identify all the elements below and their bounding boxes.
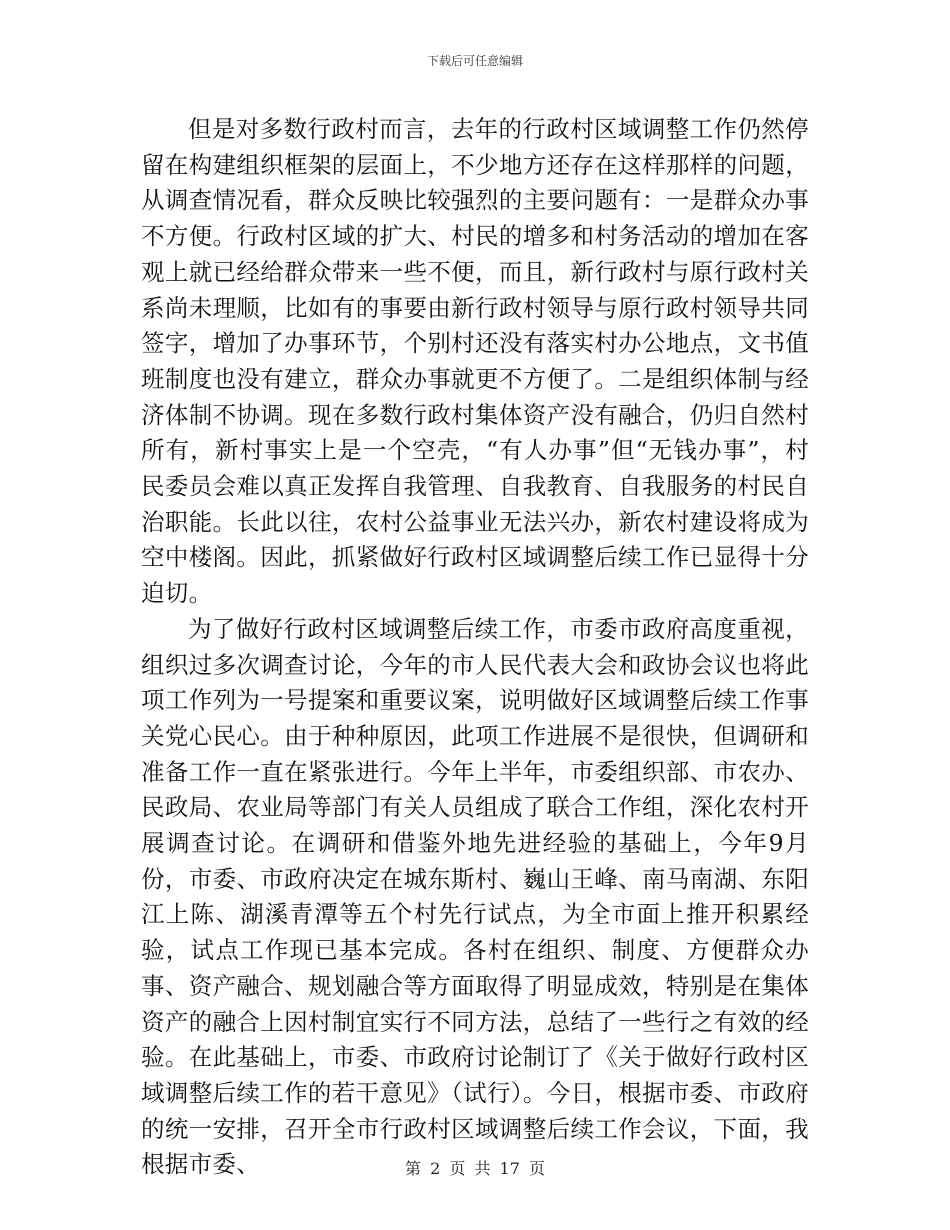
- paragraph: 但是对多数行政村而言，去年的行政村区域调整工作仍然停留在构建组织框架的层面上，不少地方还存在这样那样的问题，从调查情况看，群众反映比较强烈的主要问题有：一是群众办事不方便。行政村区域的扩大、村民的增多和村务活动的增加在客观上就已经给群众带来一些不便，而且，新行政村与原行政村关系尚未理顺，比如有的事要由新行政村领导与原行政村领导共同签字，增加了办事环节，个别村还没有落实村办公地点，文书值班制度也没有建立，群众办事就更不方便了。二是组织体制与经济体制不协调。现在多数行政村集体资产没有融合，仍归自然村所有，新村事实上是一个空壳，“有人办事”但“无钱办事”，村民委员会难以真正发挥自我管理、自我教育、自我服务的村民自治职能。长此以往，农村公益事业无法兴办，新农村建设将成为空中楼阁。因此，抓紧做好行政村区域调整后续工作已显得十分迫切。: [141, 115, 809, 608]
- page-header: 下载后可任意编辑: [426, 54, 523, 68]
- body-text: [141, 112, 809, 1183]
- page-footer: 第 2 页 共 17 页: [405, 1159, 545, 1178]
- paragraph: 为了做好行政村区域调整后续工作，市委市政府高度重视，组织过多次调查讨论，今年的市人民代表大会和政协会议也将此项工作列为一号提案和重要议案，说明做好区域调整后续工作事关党心民心。由于种种原因，此项工作进展不是很快，但调研和准备工作一直在紧张进行。今年上半年，市委组织部、市农办、民政局、农业局等部门有关人员组成了联合工作组，深化农村开展调查讨论。在调研和借鉴外地先进经验的基础上，今年9月份，市委、市政府决定在城东斯村、巍山王峰、南马南湖、东阳江上陈、湖溪青潭等五个村先行试点，为全市面上推开积累经验，试点工作现已基本完成。各村在组织、制度、方便群众办事、资产融合、规划融合等方面取得了明显成效，特别是在集体资产的融合上因村制宜实行不同方法，总结了一些行之有效的经验。在此基础上，市委、市政府讨论制订了《关于做好行政村区域调整后续工作的若干意见》（试行）。今日，根据市委、市政府的统一安排，召开全市行政村区域调整后续工作会议，下面，我根据市委、: [141, 614, 809, 1179]
